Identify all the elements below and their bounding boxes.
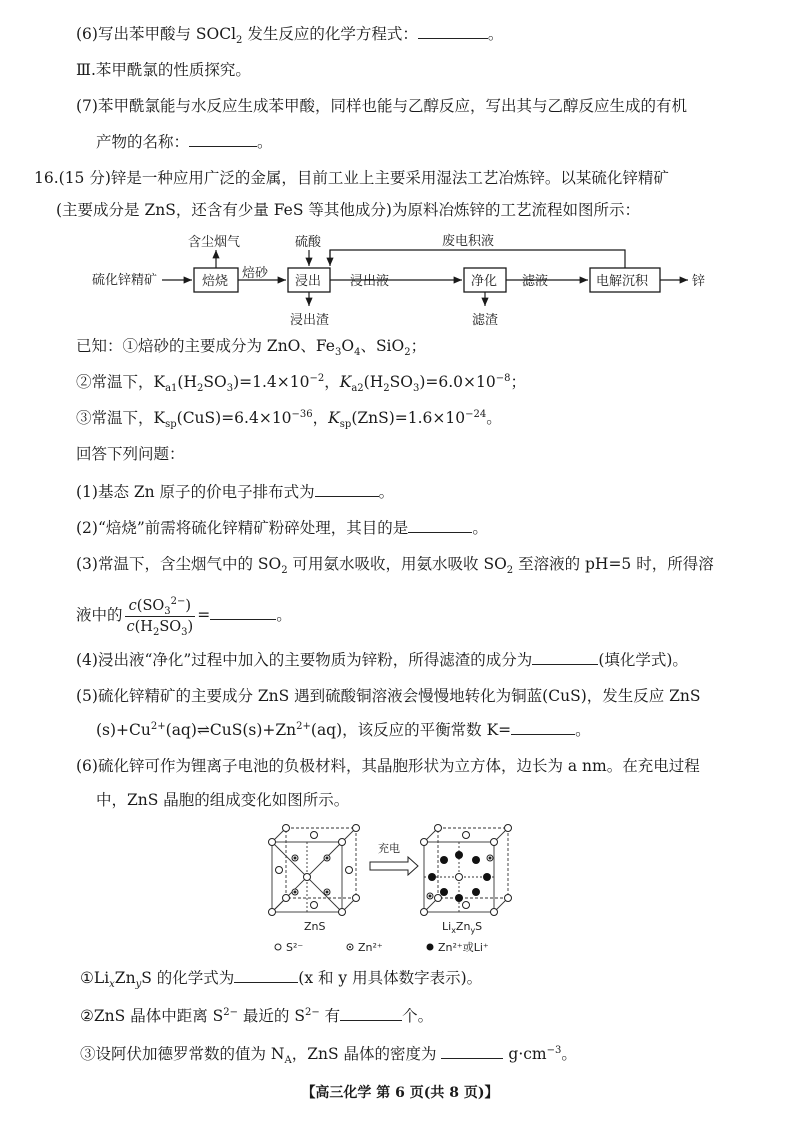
legend-zn-li-label: Zn²⁺或Li⁺	[438, 941, 489, 954]
answer-prompt: 回答下列问题：	[76, 445, 185, 463]
answer-blank[interactable]	[532, 650, 598, 665]
charge-arrow-icon	[370, 857, 418, 875]
q16-part1: (1)基态 Zn 原子的价电子排布式为 。	[76, 483, 395, 501]
zns-cell-label: ZnS	[304, 920, 326, 933]
answer-blank[interactable]	[234, 968, 298, 983]
crystal-cell-figure	[262, 820, 532, 955]
answer-blank[interactable]	[408, 518, 472, 533]
q16-intro-line2: (主要成分是 ZnS，还含有少量 FeS 等其他成分)为原料冶炼锌的工艺流程如图所示：	[56, 201, 640, 219]
page-footer: 【高三化学 第 6 页(共 8 页)】	[301, 1085, 499, 1101]
q16-part4: (4)浸出液“净化”过程中加入的主要物质为锌粉，所得滤渣的成分为 (填化学式)。	[76, 651, 688, 669]
flow-start-label: 硫化锌精矿	[92, 273, 158, 288]
answer-blank[interactable]	[210, 605, 276, 620]
q16-crystal-part3: ③设阿伏加德罗常数的值为 $N_A$，ZnS 晶体的密度为 $g\cdot cm^{-3}$。	[80, 1044, 577, 1067]
q16-part3-line2: 液中的 $\frac{c(SO_3^{2-})}{c(H_2SO_3)}$ = 。	[76, 595, 292, 638]
q16-intro-line1: 16.(15 分)锌是一种应用广泛的金属，目前工业上主要采用湿法工艺冶炼锌。以某硫化锌精矿	[34, 169, 669, 187]
legend-s-label: S²⁻	[286, 941, 304, 954]
charge-arrow-label: 充电	[378, 842, 400, 855]
q16-part5-line1: (5)硫化锌精矿的主要成分 ZnS 遇到硫酸铜溶液会慢慢地转化为铜蓝(CuS)，发生反应 ZnS	[76, 687, 701, 705]
flow-filter-residue-label: 滤渣	[472, 313, 499, 328]
flow-leachate-label: 浸出液	[350, 274, 390, 289]
concentration-fraction: $\frac{c(SO_3^{2-})}{c(H_2SO_3)}$	[126, 595, 194, 638]
flow-box-electrolysis-label: 电解沉积	[596, 274, 649, 289]
q16-part3-line1: (3)常温下，含尘烟气中的 $SO_2$ 可用氨水吸收，用氨水吸收 $SO_2$ 至溶液的 pH=5 时，所得溶	[76, 555, 714, 577]
q7-prev-line1: (7)苯甲酰氯能与水反应生成苯甲酸，同样也能与乙醇反应，写出其与乙醇反应生成的有机	[76, 97, 687, 115]
process-flow-diagram	[92, 232, 732, 342]
flow-box-purify-label: 净化	[471, 274, 498, 289]
answer-blank[interactable]	[189, 132, 257, 147]
flow-leach-residue-label: 浸出渣	[290, 313, 330, 328]
flow-recycle-label: 废电积液	[442, 234, 495, 249]
q16-part5-line2: $(s)+Cu^{2+}(aq)\rightleftharpoons CuS(s)+Zn^{2+}(aq)$，该反应的平衡常数 K= 。	[96, 720, 591, 739]
q16-crystal-part1: $①Li_xZn_yS$ 的化学式为 (x 和 y 用具体数字表示)。	[80, 969, 483, 991]
q7-prev-line2: 产物的名称： 。	[96, 133, 273, 151]
flow-box-roast-label: 焙烧	[202, 274, 229, 289]
q16-part6-line1: (6)硫化锌可作为锂离子电池的负极材料，其晶胞形状为立方体，边长为 a nm。在充电过程	[76, 757, 700, 775]
flow-filtrate-label: 滤液	[522, 274, 549, 289]
q16-crystal-part2: ②ZnS 晶体中距离 $S^{2-}$ 最近的 $S^{2-}$ 有 个。	[80, 1006, 434, 1025]
section-3-heading: Ⅲ.苯甲酰氯的性质探究。	[76, 61, 251, 79]
answer-blank[interactable]	[315, 482, 379, 497]
answer-blank[interactable]	[418, 24, 488, 39]
known-line2: ②常温下，$K_{a1}(H_2SO_3)=1.4\times 10^{-2}$，$K_{a2}(H_2SO_3)=6.0\times 10^{-8}$；	[76, 372, 526, 395]
known-line3: ③常温下，$K_{sp}(CuS)=6.4\times 10^{-36}$，$K_{sp}(ZnS)=1.6\times 10^{-24}$。	[76, 408, 502, 431]
answer-blank[interactable]	[340, 1006, 402, 1021]
q16-part6-line2: 中，ZnS 晶胞的组成变化如图所示。	[96, 791, 350, 809]
zns-zn-atoms	[292, 855, 330, 895]
q16-part2: (2)“焙烧”前需将硫化锌精矿粉碎处理，其目的是 。	[76, 519, 488, 537]
legend-zn-label: Zn²⁺	[358, 941, 383, 954]
answer-blank[interactable]	[511, 720, 575, 735]
answer-blank[interactable]	[441, 1044, 503, 1059]
lixznys-cell-label: $Li_xZn_yS$	[442, 920, 483, 935]
legend	[275, 941, 489, 954]
flow-end-label: 锌	[692, 274, 706, 289]
flow-gas-label: 含尘烟气	[188, 235, 241, 250]
flow-box-leach-label: 浸出	[295, 274, 322, 289]
flow-acid-label: 硫酸	[295, 235, 322, 250]
flow-calcine-label: 焙砂	[242, 266, 269, 281]
q6-prev-line: (6)写出苯甲酸与 SOCl$_2$ 发生反应的化学方程式： 。	[76, 25, 504, 47]
known-line1: 已知：①焙砂的主要成分为 ZnO、$Fe_3O_4$、SiO$_2$；	[76, 337, 427, 359]
